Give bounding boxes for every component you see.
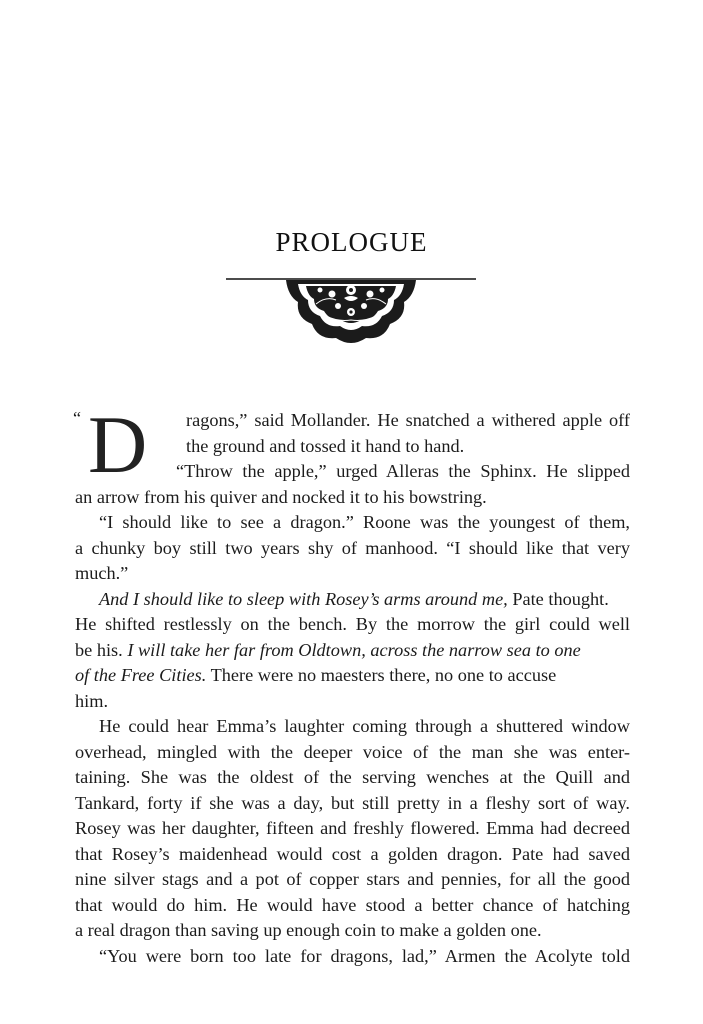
text-line	[75, 638, 630, 664]
text-fragment: There were no maesters there, no one to accuse	[206, 665, 557, 685]
text-line: that would do him. He would have stood a better chance of hatching	[75, 894, 630, 915]
text-line: “I should like to see a dragon.” Roone was the youngest of them,	[99, 512, 630, 532]
text-line	[75, 663, 630, 689]
text-fragment: be his.	[75, 639, 123, 660]
text-line: overhead, mingled with the deeper voice of the man she was enter-	[75, 741, 630, 762]
text-line: Tankard, forty if she was a day, but still pretty in a fleshy sort of way.	[75, 792, 630, 813]
chapter-title: PROLOGUE	[275, 227, 428, 257]
italic-thought: I will take her far from Oldtown, across the narrow sea to one	[127, 639, 581, 660]
text-line: Rosey was her daughter, fifteen and freshly flowered. Emma had decreed	[75, 818, 630, 838]
text-line: “You were born too late for dragons, lad,” Armen the Acolyte told	[99, 945, 630, 966]
text-line: He shifted restlessly on the bench. By the morrow the girl could well	[75, 614, 630, 634]
text-line: a real dragon than saving up enough coin to make a golden one.	[75, 920, 542, 940]
text-line	[75, 587, 630, 613]
dropcap-open-quote: “	[73, 408, 81, 428]
text-line: a chunky boy still two years shy of manhood. “I should like that very	[75, 537, 630, 558]
text-line: “Throw the apple,” urged Alleras the Sphinx. He slipped	[176, 461, 630, 481]
italic-thought: of the Free Cities.	[75, 665, 207, 685]
text-line: nine silver stags and a pot of copper stars and pennies, for all the good	[75, 869, 630, 889]
prologue-text	[73, 399, 630, 969]
text-line: that Rosey’s maidenhead would cost a golden dragon. Pate had saved	[75, 843, 630, 864]
text-line: much.”	[75, 563, 129, 583]
dropcap-letter: D	[88, 399, 148, 490]
text-fragment: Pate thought.	[507, 588, 609, 609]
text-line: the ground and tossed it hand to hand.	[186, 435, 465, 456]
text-line: taining. She was the oldest of the serving wenches at the Quill and	[75, 767, 630, 787]
italic-thought: And I should like to sleep with Rosey’s arms around me,	[99, 588, 508, 609]
text-line: He could hear Emma’s laughter coming through a shuttered window	[99, 716, 630, 736]
text-line: ragons,” said Mollander. He snatched a withered apple off	[186, 410, 630, 430]
text-line: him.	[75, 690, 109, 711]
ornament-divider-icon	[226, 276, 476, 346]
text-line: an arrow from his quiver and nocked it to his bowstring.	[75, 486, 487, 507]
